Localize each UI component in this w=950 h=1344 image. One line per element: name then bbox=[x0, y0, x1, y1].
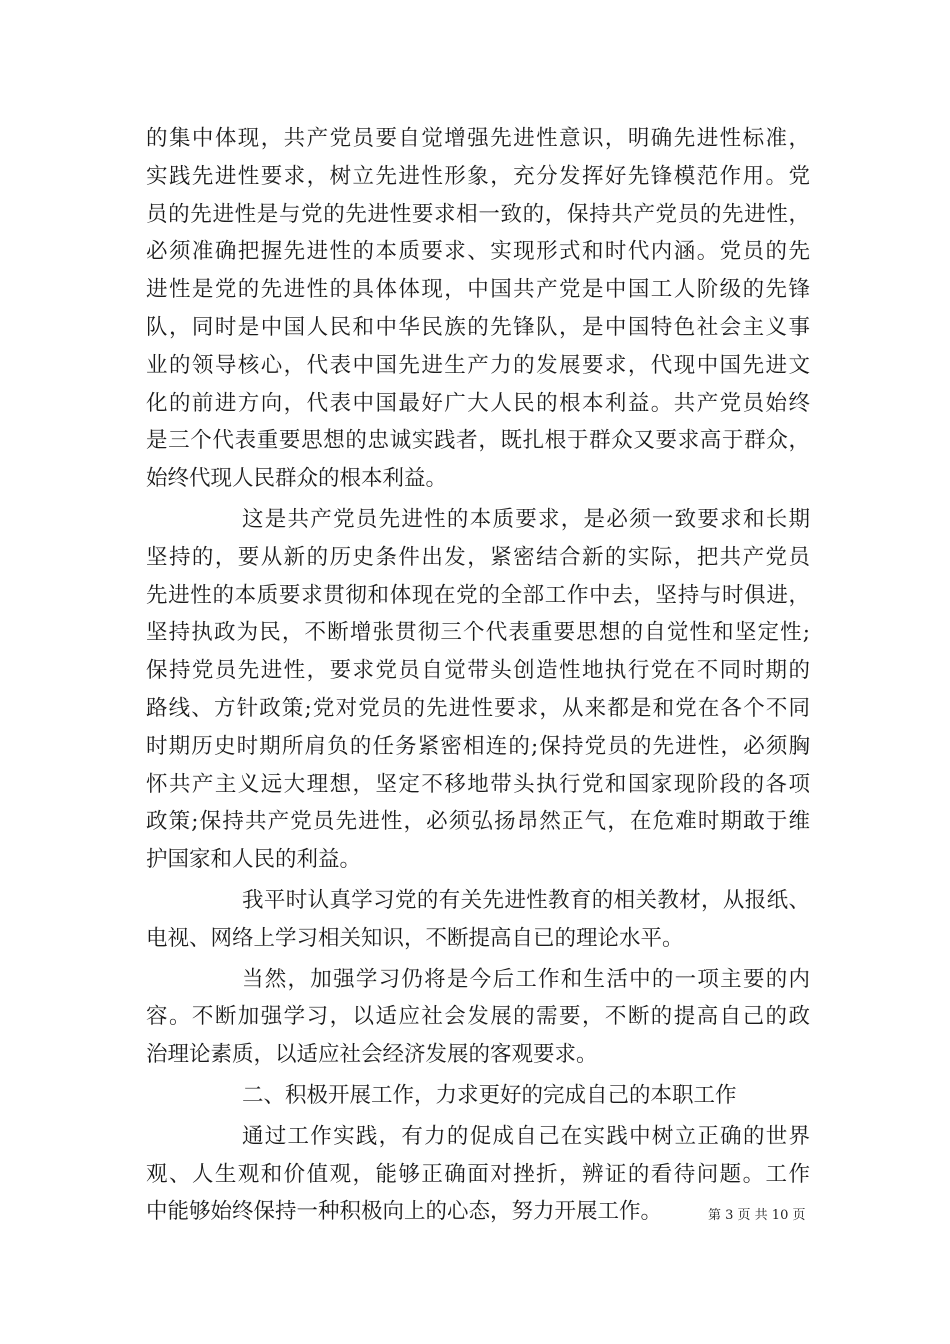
text-line: 治理论素质，以适应社会经济发展的客观要求。 bbox=[146, 1042, 598, 1068]
paragraph bbox=[146, 120, 810, 498]
text-line: 业的领导核心，代表中国先进生产力的发展要求，代现中国先进文 bbox=[146, 352, 810, 378]
paragraph bbox=[146, 1077, 810, 1115]
text-line: 保持党员先进性，要求党员自觉带头创造性地执行党在不同时期的 bbox=[146, 658, 810, 684]
text-line: 是三个代表重要思想的忠诚实践者，既扎根于群众又要求高于群众， bbox=[146, 428, 810, 454]
text-line: 进性是党的先进性的具体体现，中国共产党是中国工人阶级的先锋 bbox=[146, 277, 810, 303]
paragraph bbox=[146, 882, 810, 958]
text-line: 电视、网络上学习相关知识，不断提高自已的理论水平。 bbox=[146, 925, 684, 951]
text-line: 怀共产主义远大理想，坚定不移地带头执行党和国家现阶段的各项 bbox=[146, 771, 810, 797]
page-number-footer: 第 3 页 共 10 页 bbox=[708, 1208, 806, 1223]
body-text bbox=[146, 120, 810, 1231]
text-line: 路线、方针政策;党对党员的先进性要求，从来都是和党在各个不同 bbox=[146, 695, 810, 721]
text-line: 二、积极开展工作，力求更好的完成自己的本职工作 bbox=[242, 1082, 737, 1108]
text-line: 的集中体现，共产党员要自觉增强先进性意识，明确先进性标准， bbox=[146, 126, 810, 151]
text-line: 队，同时是中国人民和中华民族的先锋队，是中国特色社会主义事 bbox=[146, 314, 810, 340]
text-line: 先进性的本质要求贯彻和体现在党的全部工作中去，坚持与时俱进， bbox=[146, 582, 810, 608]
text-line: 坚持的，要从新的历史条件出发，紧密结合新的实际，把共产党员 bbox=[146, 544, 810, 570]
text-line: 容。不断加强学习，以适应社会发展的需要，不断的提高自己的政 bbox=[146, 1004, 810, 1030]
text-line: 必须准确把握先进性的本质要求、实现形式和时代内涵。党员的先 bbox=[146, 239, 810, 265]
text-line: 员的先进性是与党的先进性要求相一致的，保持共产党员的先进性， bbox=[146, 201, 810, 227]
text-line: 观、人生观和价值观，能够正确面对挫折，辨证的看待问题。工作 bbox=[146, 1161, 810, 1187]
text-line: 我平时认真学习党的有关先进性教育的相关教材，从报纸、 bbox=[242, 887, 810, 913]
text-line: 化的前进方向，代表中国最好广大人民的根本利益。共产党员始终 bbox=[146, 390, 810, 416]
text-line: 始终代现人民群众的根本利益。 bbox=[146, 466, 448, 492]
text-line: 实践先进性要求，树立先进性形象，充分发挥好先锋模范作用。党 bbox=[146, 163, 810, 189]
text-line: 当然，加强学习仍将是今后工作和生活中的一项主要的内 bbox=[242, 966, 810, 992]
text-line: 通过工作实践，有力的促成自己在实践中树立正确的世界 bbox=[242, 1123, 810, 1149]
paragraph bbox=[146, 961, 810, 1074]
text-line: 时期历史时期所肩负的任务紧密相连的;保持党员的先进性，必须胸 bbox=[146, 733, 810, 759]
text-line: 护国家和人民的利益。 bbox=[146, 847, 362, 873]
paragraph bbox=[146, 501, 810, 879]
text-line: 坚持执政为民，不断增张贯彻三个代表重要思想的自觉性和坚定性; bbox=[146, 620, 810, 646]
text-line: 这是共产党员先进性的本质要求，是必须一致要求和长期 bbox=[242, 506, 810, 532]
text-line: 政策;保持共产党员先进性，必须弘扬昂然正气，在危难时期敢于维 bbox=[146, 809, 810, 835]
text-line: 中能够始终保持一种积极向上的心态，努力开展工作。 bbox=[146, 1199, 663, 1225]
